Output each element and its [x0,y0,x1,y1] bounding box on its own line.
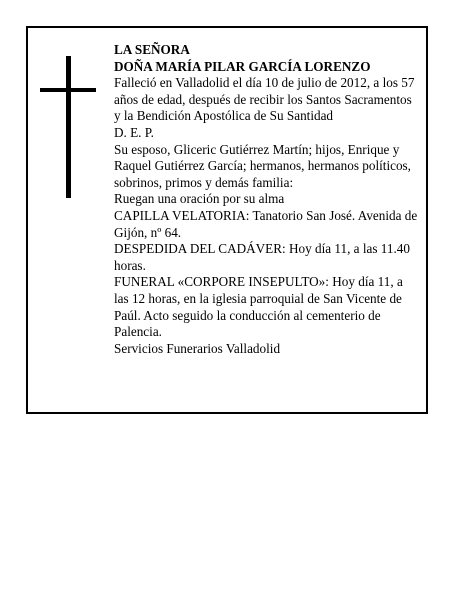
notice-funeral-services: Servicios Funerarios Valladolid [114,340,281,356]
notice-heading-title: LA SEÑORA [114,42,190,57]
notice-chapel: CAPILLA VELATORIA: Tanatorio San José. Avenida de Gijón, nº 64. [114,207,418,240]
notice-farewell: DESPEDIDA DEL CADÁVER: Hoy día 11, a las 11.40 horas. [114,241,410,273]
cross-vertical-bar [66,56,71,198]
notice-dep: D. E. P. [114,124,154,140]
obituary-notice [26,26,428,414]
cross-icon [40,56,96,198]
notice-text [114,42,420,357]
notice-prayer-request: Ruegan una oración por su alma [114,191,285,207]
notice-funeral: FUNERAL «CORPORE INSEPULTO»: Hoy día 11, a las 12 horas, en la iglesia parroquial de San Vicente de Paúl. Acto seguido la conducción al cementerio de Palencia. [114,274,403,340]
cross-horizontal-bar [40,88,96,92]
notice-family: Su esposo, Gliceric Gutiérrez Martín; hijos, Enrique y Raquel Gutiérrez García; hermanos, hermanos políticos, sobrinos, primos y demás familia: [114,141,411,190]
notice-deceased-name: DOÑA MARÍA PILAR GARCÍA LORENZO [114,58,371,74]
notice-death-details: Falleció en Valladolid el día 10 de julio de 2012, a los 57 años de edad, después de recibir los Santos Sacramentos y la Bendición Apostólica de Su Santidad [114,75,415,124]
